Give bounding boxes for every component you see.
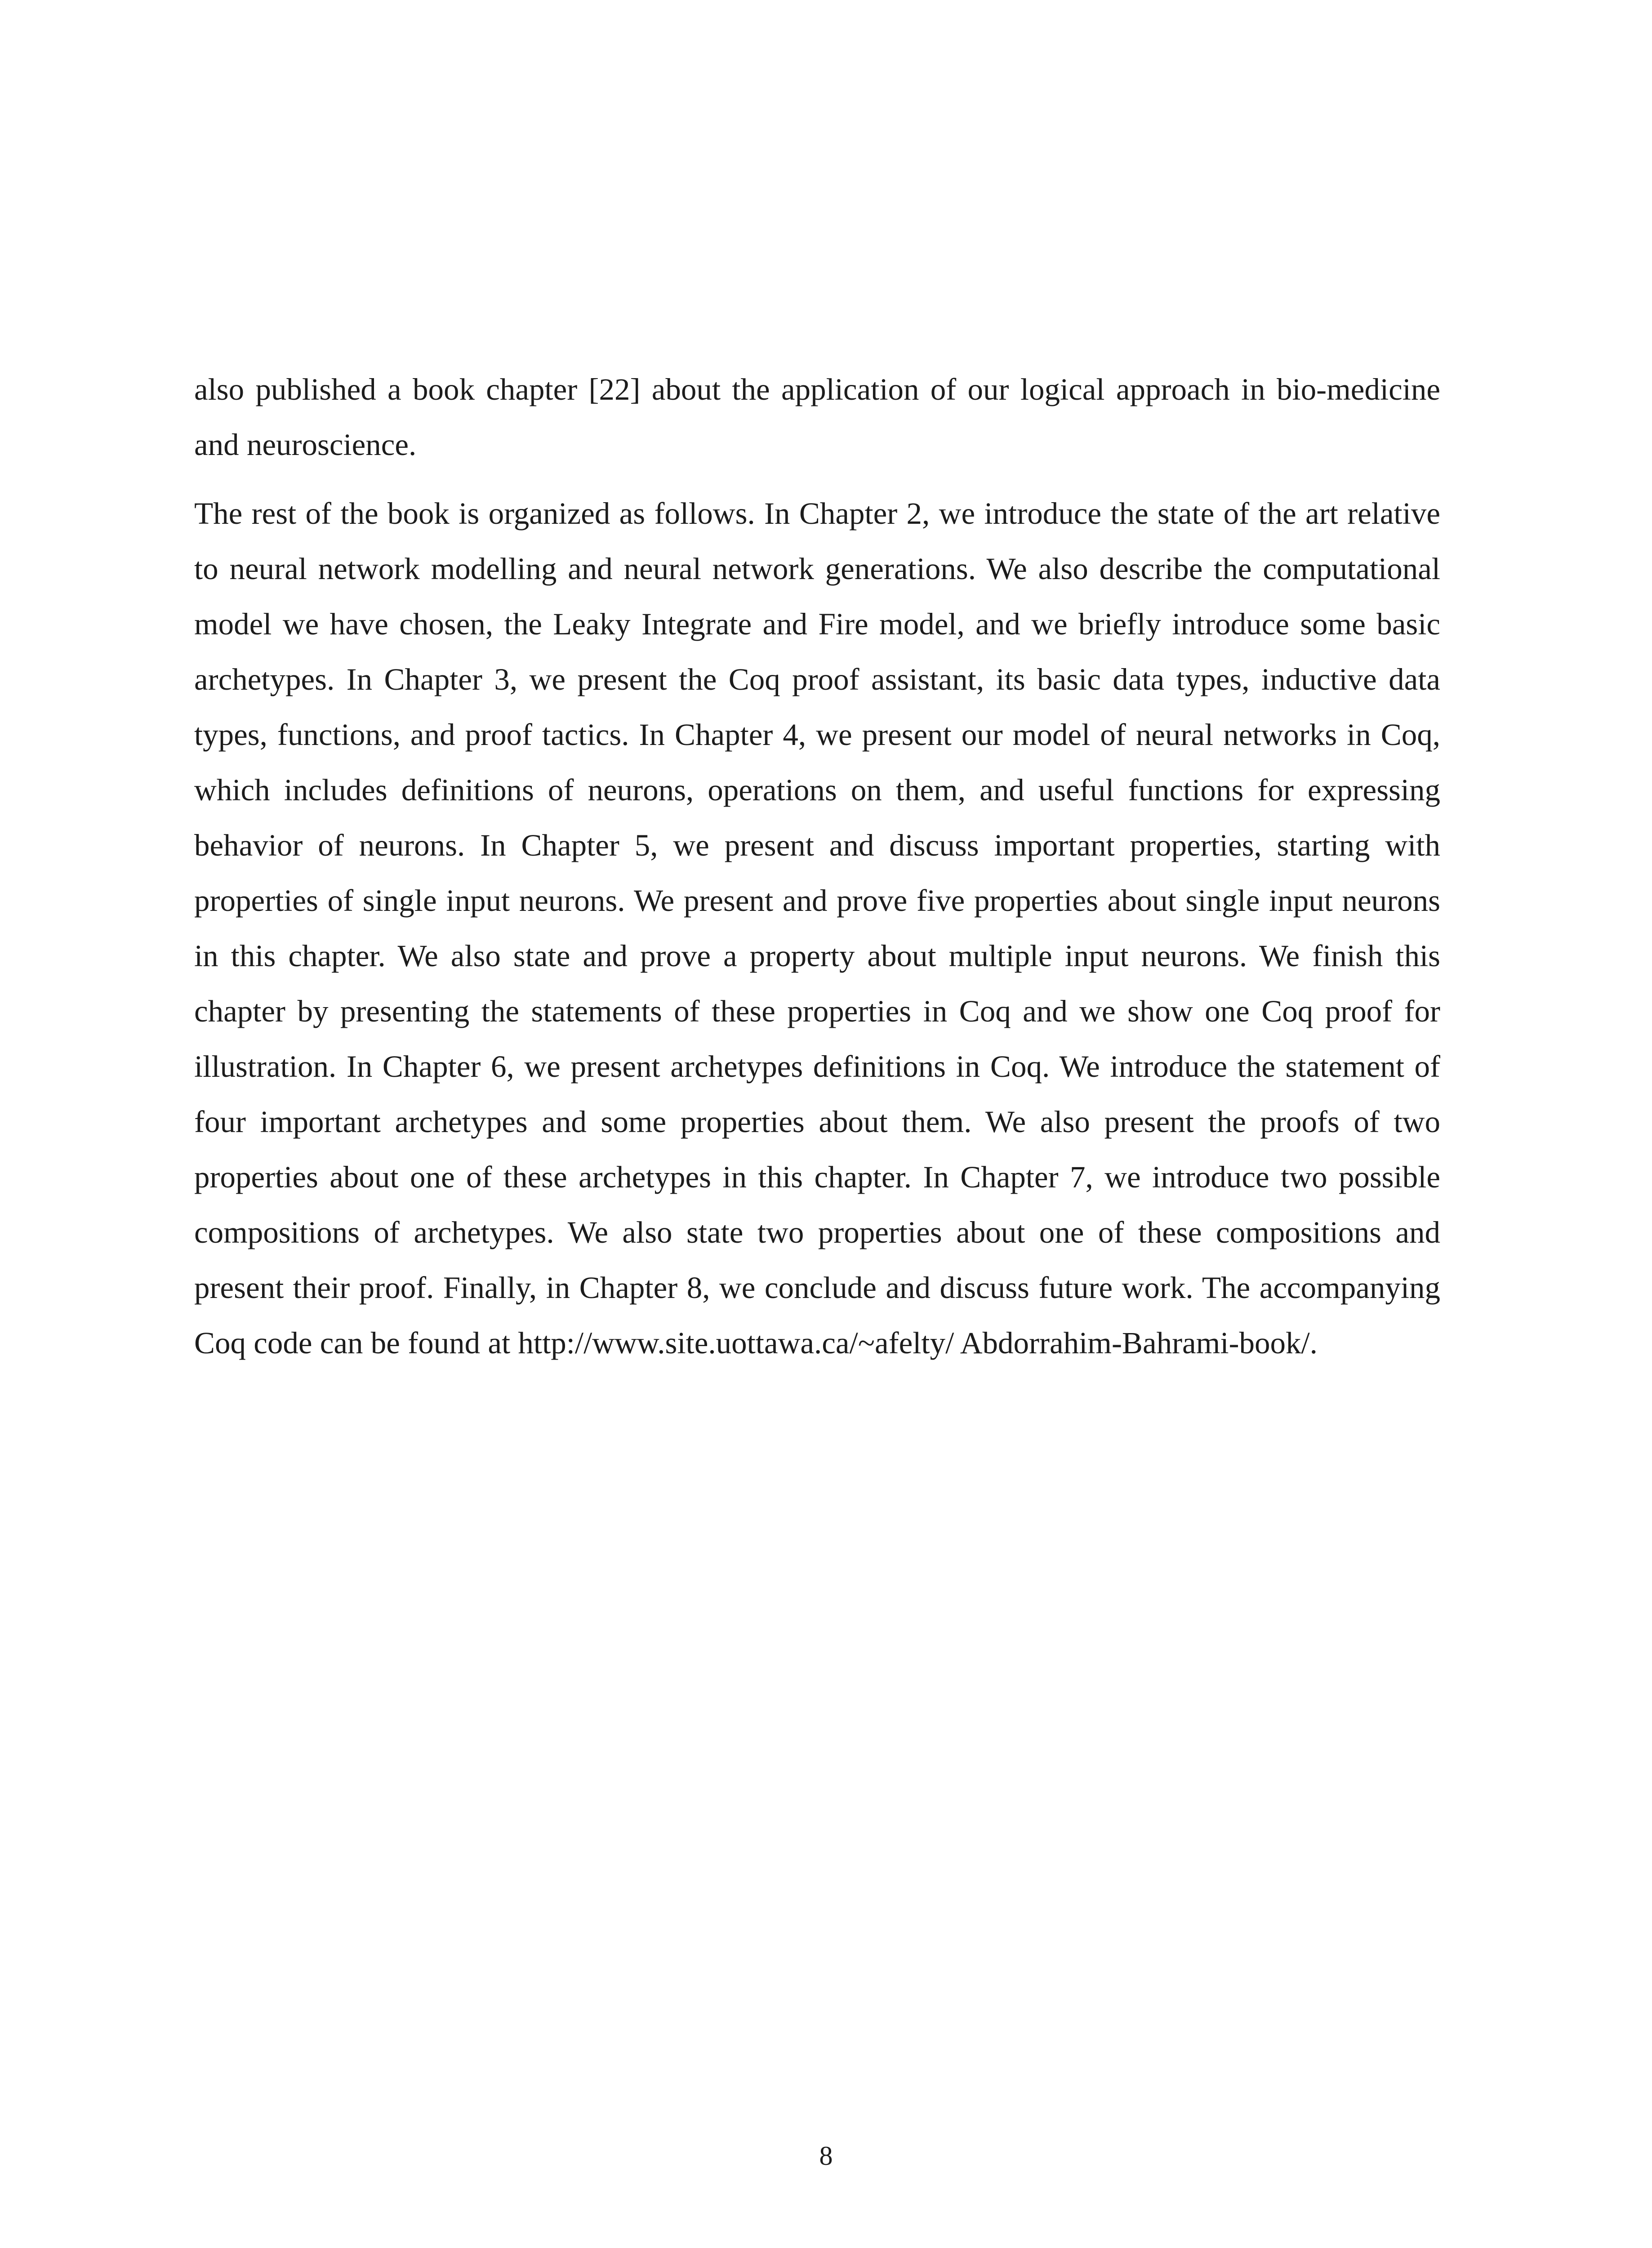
body-text [194, 362, 1440, 1371]
page-number: 8 [819, 2141, 833, 2171]
paragraph-book-organization: The rest of the book is organized as follows. In Chapter 2, we introduce the state of the art relative to neural network modelling and neural network generations. We also describe the computational model we have chosen, the Leaky Integrate and Fire model, and we briefly introduce some basic archetypes. In Chapter 3, we present the Coq proof assistant, its basic data types, inductive data types, functions, and proof tactics. In Chapter 4, we present our model of neural networks in Coq, which includes definitions of neurons, operations on them, and useful functions for expressing behavior of neurons. In Chapter 5, we present and discuss important properties, starting with properties of single input neurons. We present and prove five properties about single input neurons in this chapter. We also state and prove a property about multiple input neurons. We finish this chapter by presenting the statements of these properties in Coq and we show one Coq proof for illustration. In Chapter 6, we present archetypes definitions in Coq. We introduce the statement of four important archetypes and some properties about them. We also present the proofs of two properties about one of these archetypes in this chapter. In Chapter 7, we introduce two possible compositions of archetypes. We also state two properties about one of these compositions and present their proof. Finally, in Chapter 8, we conclude and discuss future work. The accompanying Coq code can be found at http://www.site.uottawa.ca/~afelty/ Abdorrahim-Bahrami-book/. [194, 496, 1440, 1360]
paragraph-continuation: also published a book chapter [22] about the application of our logical approach in bio-medicine and neuroscience. [194, 372, 1440, 462]
